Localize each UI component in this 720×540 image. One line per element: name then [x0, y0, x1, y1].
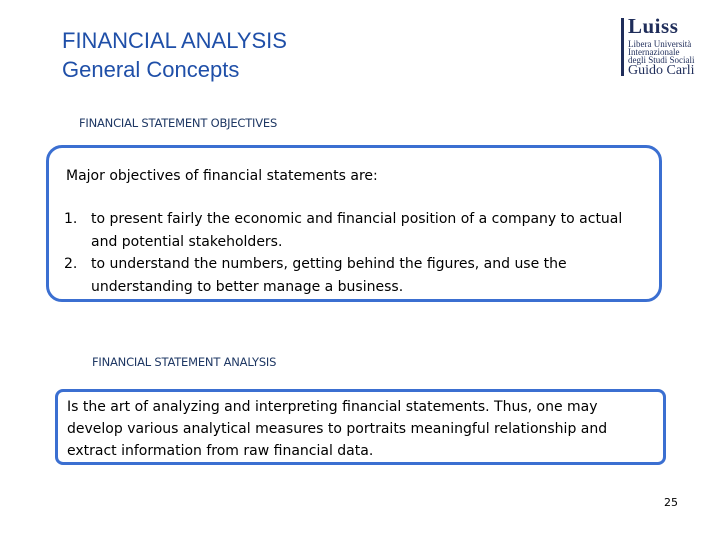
list-item: [64, 253, 644, 298]
title-line-1: FINANCIAL ANALYSIS: [62, 28, 287, 53]
luiss-logo: [621, 16, 693, 78]
page-number: 25: [664, 496, 678, 509]
slide-title: [62, 26, 287, 84]
logo-line-4: Guido Carli: [628, 63, 695, 78]
list-item-text: to understand the numbers, getting behind the figures, and use the understanding to better manage a business.: [91, 256, 567, 295]
section-label-analysis: FINANCIAL STATEMENT ANALYSIS: [92, 355, 277, 369]
list-item-number: 2.: [64, 256, 78, 272]
logo-line-2: Internazionale: [628, 47, 680, 57]
analysis-text: Is the art of analyzing and interpreting financial statements. Thus, one may develop various analytical measures to portraits meaningful relationship and extract information from raw financial data.: [67, 399, 608, 459]
logo-bar: [621, 18, 624, 76]
section-label-objectives: FINANCIAL STATEMENT OBJECTIVES: [79, 116, 278, 130]
analysis-box: [55, 389, 666, 465]
list-item-number: 1.: [64, 211, 78, 227]
objectives-list: [64, 208, 644, 298]
list-item-text: to present fairly the economic and financial position of a company to actual and potential stakeholders.: [91, 211, 623, 250]
objectives-intro: Major objectives of financial statements are:: [66, 168, 378, 184]
logo-line-1: Libera Università: [628, 39, 692, 49]
logo-brand: Luiss: [628, 14, 679, 38]
title-line-2: General Concepts: [62, 57, 240, 82]
logo-line-3: degli Studi Sociali: [628, 55, 695, 65]
list-item: [64, 208, 644, 253]
objectives-box: [46, 145, 662, 302]
